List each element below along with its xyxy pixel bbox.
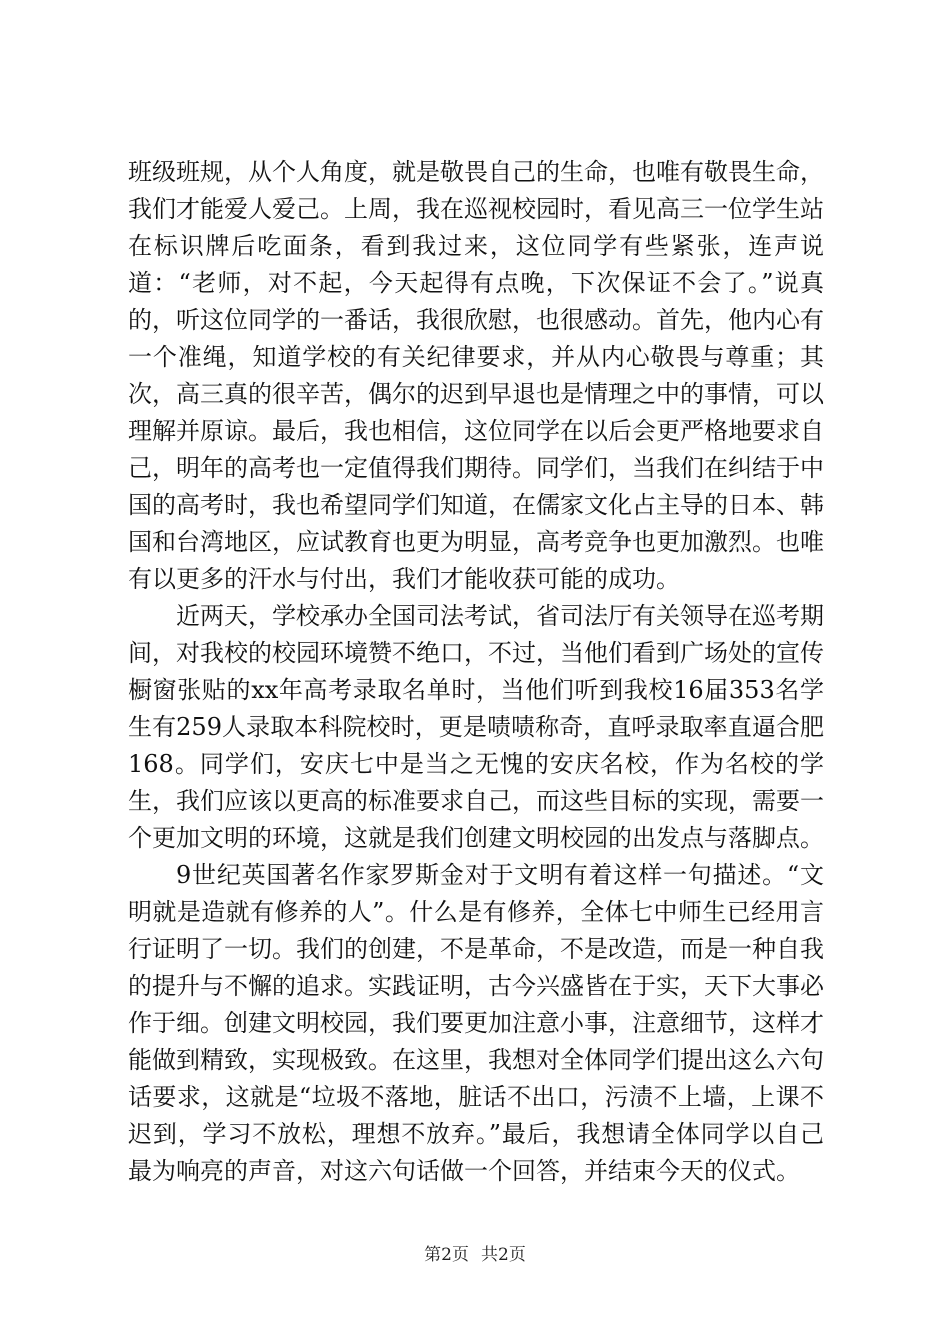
- page-footer: [0, 1244, 950, 1266]
- page-number-total: 共2页: [481, 1245, 526, 1265]
- paragraph-1: 班级班规，从个人角度，就是敬畏自己的生命，也唯有敬畏生命，我们才能爱人爱己。上周，我在巡视校园时，看见高三一位学生站在标识牌后吃面条，看到我过来，这位同学有些紧张，连声说道：“老师，对不起，今天起得有点晚，下次保证不会了。”说真的，听这位同学的一番话，我很欣慰，也很感动。首先，他内心有一个准绳，知道学校的有关纪律要求，并从内心敬畏与尊重；其次，高三真的很辛苦，偶尔的迟到早退也是情理之中的事情，可以理解并原谅。最后，我也相信，这位同学在以后会更严格地要求自己，明年的高考也一定值得我们期待。同学们，当我们在纠结于中国的高考时，我也希望同学们知道，在儒家文化占主导的日本、韩国和台湾地区，应试教育也更为明显，高考竞争也更加激烈。也唯有以更多的汗水与付出，我们才能收获可能的成功。: [128, 158, 824, 593]
- paragraph-3: 9世纪英国著名作家罗斯金对于文明有着这样一句描述。“文明就是造就有修养的人”。什么是有修养，全体七中师生已经用言行证明了一切。我们的创建，不是革命，不是改造，而是一种自我的提升与不懈的追求。实践证明，古今兴盛皆在于实，天下大事必作于细。创建文明校园，我们要更加注意小事，注意细节，这样才能做到精致，实现极致。在这里，我想对全体同学们提出这么六句话要求，这就是“垃圾不落地，脏话不出口，污渍不上墙，上课不迟到，学习不放松，理想不放弃。”最后，我想请全体同学以自己最为响亮的声音，对这六句话做一个回答，并结束今天的仪式。: [128, 861, 824, 1185]
- page-number-current: 第2页: [424, 1245, 469, 1265]
- document-body: [128, 154, 824, 1190]
- paragraph-2: 近两天，学校承办全国司法考试，省司法厅有关领导在巡考期间，对我校的校园环境赞不绝口，不过，当他们看到广场处的宣传橱窗张贴的xx年高考录取名单时，当他们听到我校16届353名学生有259人录取本科院校时，更是啧啧称奇，直呼录取率直逼合肥168。同学们，安庆七中是当之无愧的安庆名校，作为名校的学生，我们应该以更高的标准要求自己，而这些目标的实现，需要一个更加文明的环境，这就是我们创建文明校园的出发点与落脚点。: [128, 602, 824, 852]
